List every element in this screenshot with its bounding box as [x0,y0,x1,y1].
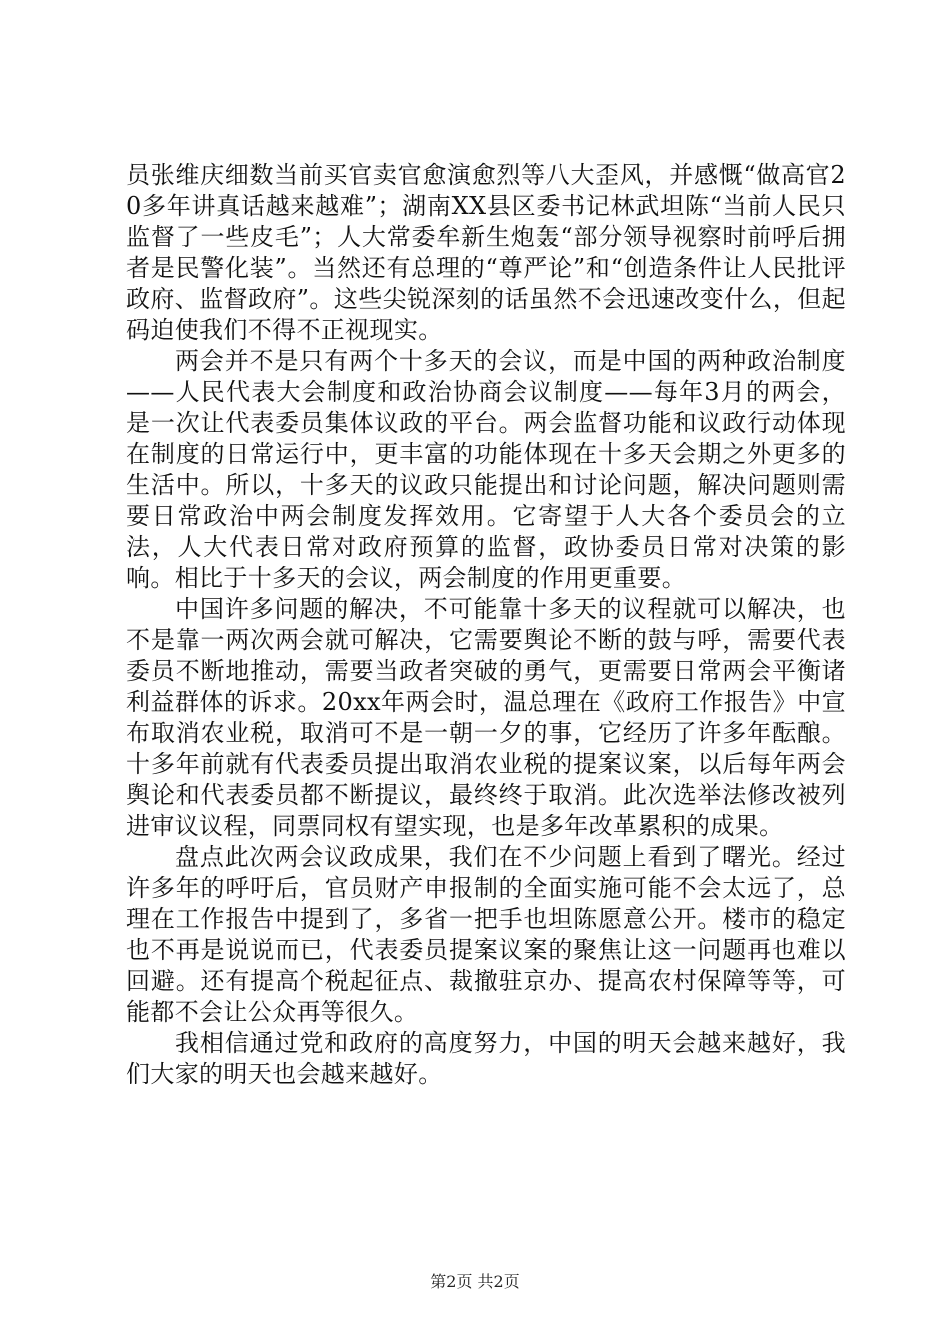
paragraph-1: 员张维庆细数当前买官卖官愈演愈烈等八大歪风，并感慨“做高官20多年讲真话越来越难”；湖南XX县区委书记林武坦陈“当前人民只监督了一些皮毛”；人大常委牟新生炮轰“部分领导视察时前呼后拥者是民警化装”。当然还有总理的“尊严论”和“创造条件让人民批评政府、监督政府”。这些尖锐深刻的话虽然不会迅速改变什么，但起码迫使我们不得不正视现实。 [126,161,846,344]
paragraph-5: 我相信通过党和政府的高度努力，中国的明天会越来越好，我们大家的明天也会越来越好。 [126,1029,846,1088]
page-number-footer: 第2页 共2页 [430,1272,520,1291]
paragraph-3: 中国许多问题的解决，不可能靠十多天的议程就可以解决，也不是靠一两次两会就可解决，它需要舆论不断的鼓与呼，需要代表委员不断地推动，需要当政者突破的勇气，更需要日常两会平衡诸利益群体的诉求。20xx年两会时，温总理在《政府工作报告》中宣布取消农业税，取消可不是一朝一夕的事，它经历了许多年酝酿。十多年前就有代表委员提出取消农业税的提案议案，以后每年两会舆论和代表委员都不断提议，最终终于取消。此次选举法修改被列进审议议程，同票同权有望实现，也是多年改革累积的成果。 [126,595,846,840]
document-body [126,160,846,1090]
paragraph-2: 两会并不是只有两个十多天的会议，而是中国的两种政治制度——人民代表大会制度和政治协商会议制度——每年3月的两会，是一次让代表委员集体议政的平台。两会监督功能和议政行动体现在制度的日常运行中，更丰富的功能体现在十多天会期之外更多的生活中。所以，十多天的议政只能提出和讨论问题，解决问题则需要日常政治中两会制度发挥效用。它寄望于人大各个委员会的立法，人大代表日常对政府预算的监督，政协委员日常对决策的影响。相比于十多天的会议，两会制度的作用更重要。 [126,347,846,592]
paragraph-4: 盘点此次两会议政成果，我们在不少问题上看到了曙光。经过许多年的呼吁后，官员财产申报制的全面实施可能不会太远了，总理在工作报告中提到了，多省一把手也坦陈愿意公开。楼市的稳定也不再是说说而已，代表委员提案议案的聚焦让这一问题再也难以回避。还有提高个税起征点、裁撤驻京办、提高农村保障等等，可能都不会让公众再等很久。 [126,843,846,1026]
